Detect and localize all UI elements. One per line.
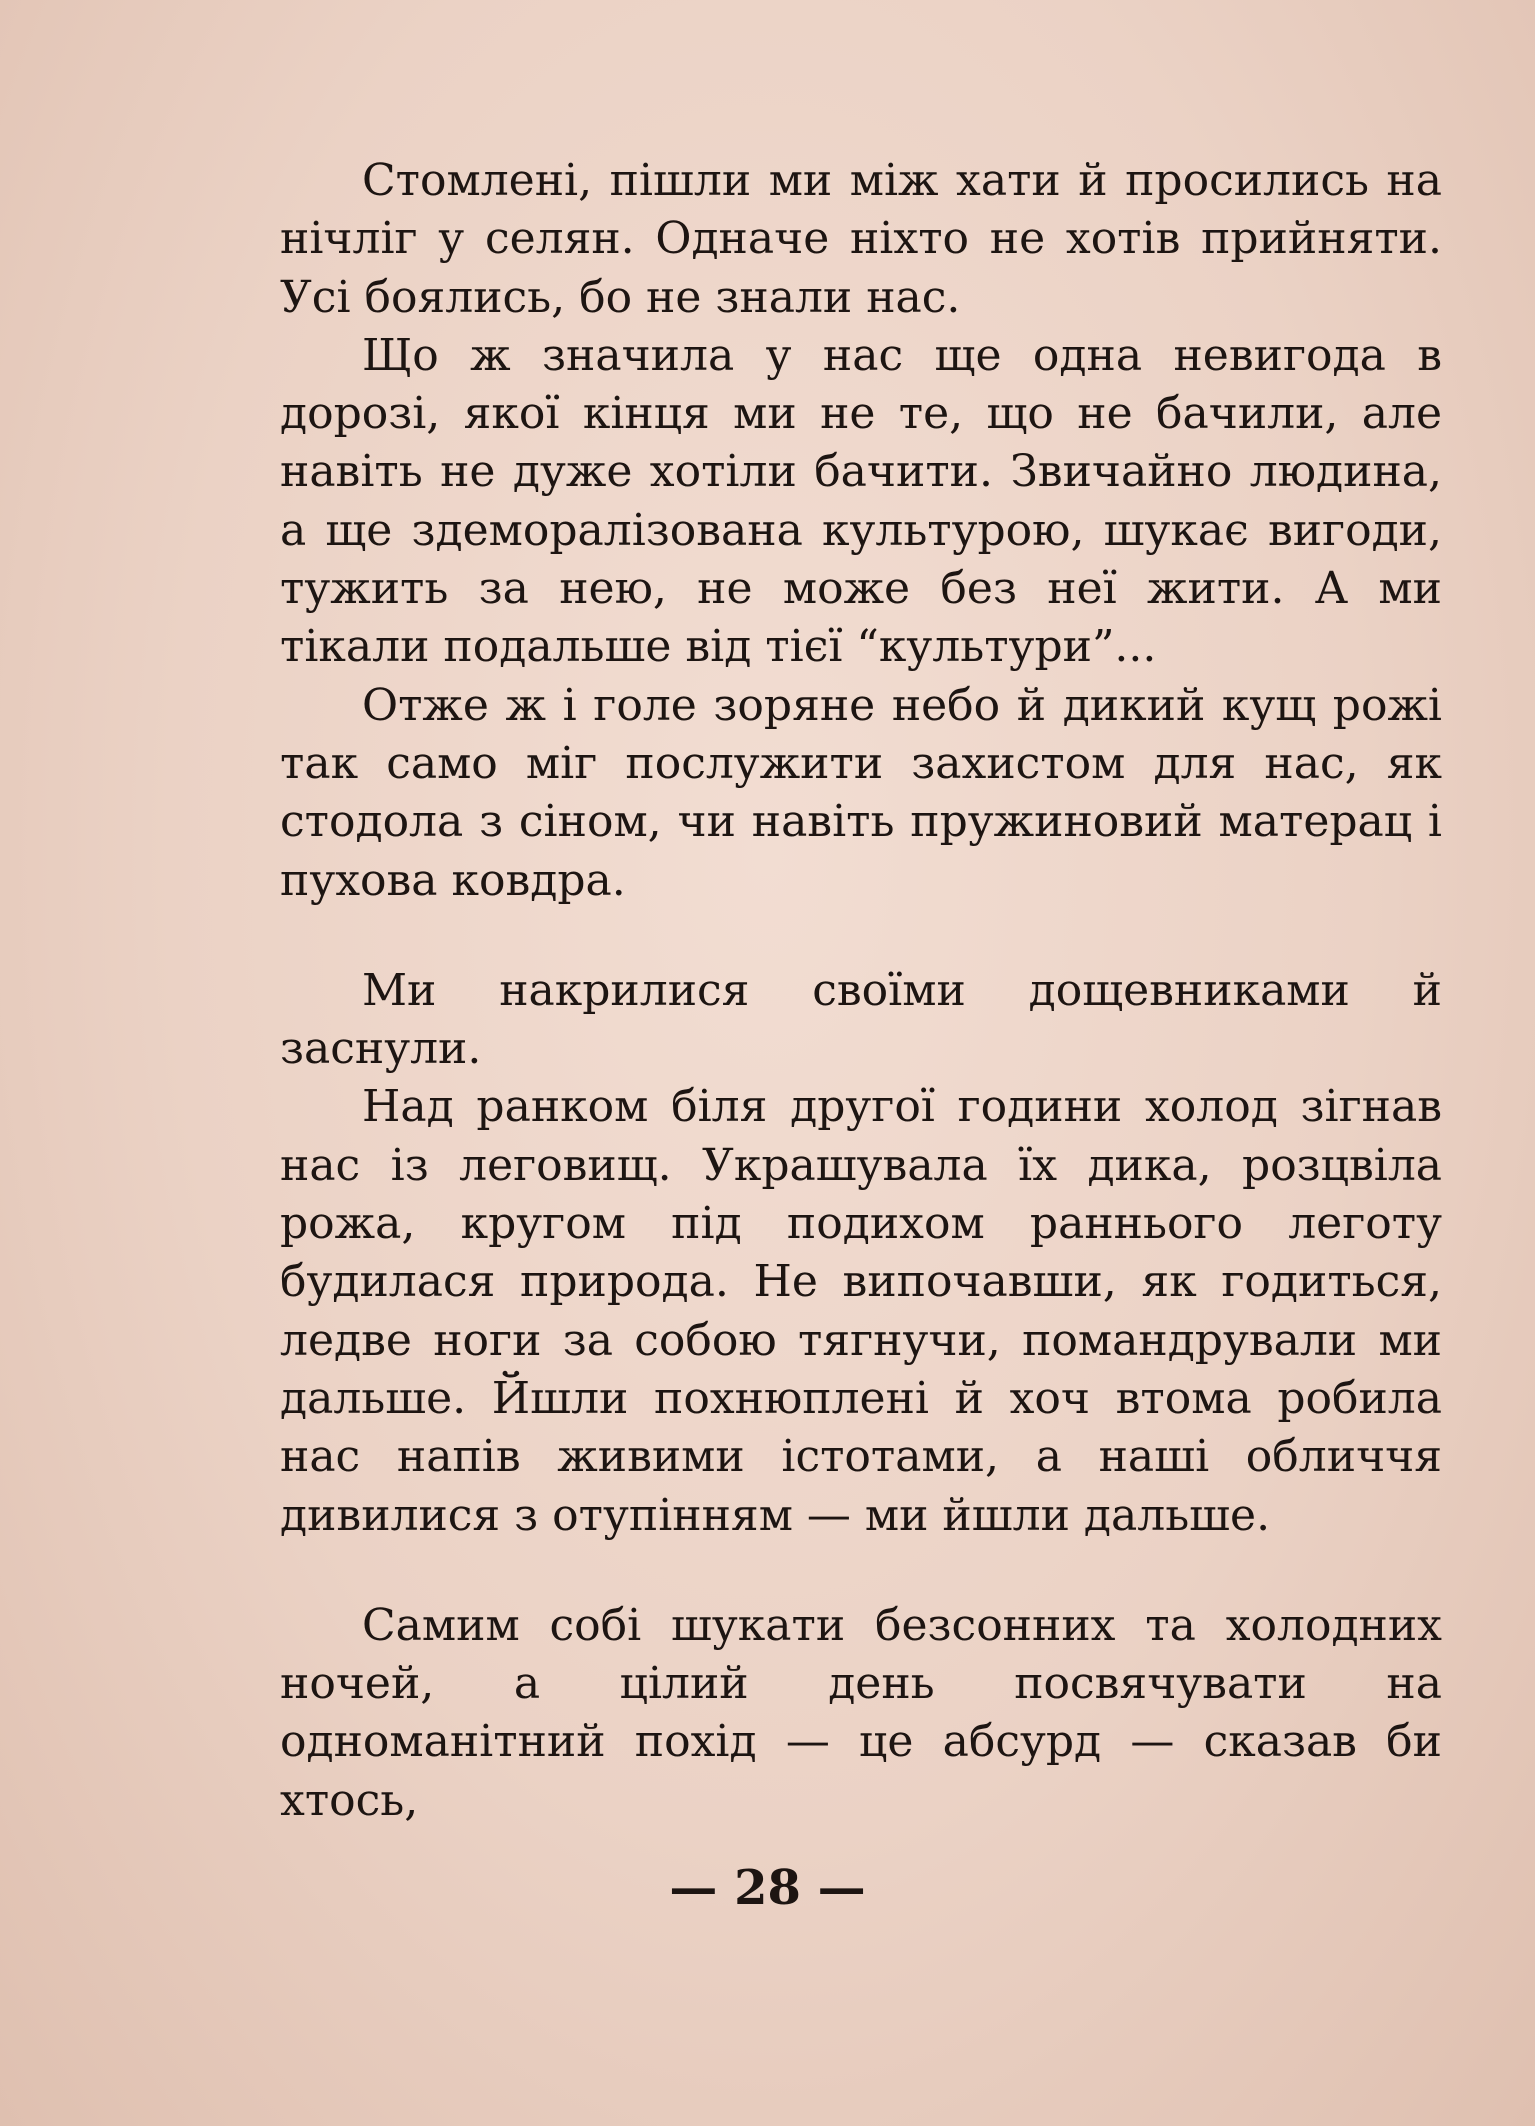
- paragraph-5: Над ранком біля другої години холод зігнав нас із леговищ. Украшувала їх дика, розцвіла рожа, кругом під подихом раннього леготу будилася природа. Не випочавши, як годиться, ледве ноги за собою тягнучи, помандрували ми дальше. Йшли похнюплені й хоч втома робила нас напів живими істотами, а наші обличчя дивилися з отупінням — ми йшли дальше.: [280, 1081, 1442, 1541]
- body-text: [280, 152, 1442, 1830]
- page-number: — 28 —: [669, 1860, 866, 1916]
- paragraph-1: Стомлені, пішли ми між хати й просились на нічліг у селян. Одначе ніхто не хотів прийняти. Усі боялись, бо не знали нас.: [280, 155, 1442, 323]
- paragraph-2: Що ж значила у нас ще одна невигода в дорозі, якої кінця ми не те, що не бачили, але навіть не дуже хотіли бачити. Звичайно людина, а ще здеморалізована культурою, шукає вигоди, тужить за нею, не може без неї жити. А ми тікали подальше від тієї “культури”...: [280, 329, 1442, 673]
- paragraph-4: Ми накрилися своїми дощевниками й заснули.: [280, 964, 1442, 1075]
- paragraph-6: Самим собі шукати безсонних та холодних ночей, а цілий день посвячувати на одноманітний похід — це абсурд — сказав би хтось,: [280, 1599, 1442, 1826]
- paragraph-3: Отже ж і голе зоряне небо й дикий кущ рожі так само міг послужити захистом для нас, як стодола з сіном, чи навіть пружиновий матерац і пухова ковдра.: [280, 679, 1442, 906]
